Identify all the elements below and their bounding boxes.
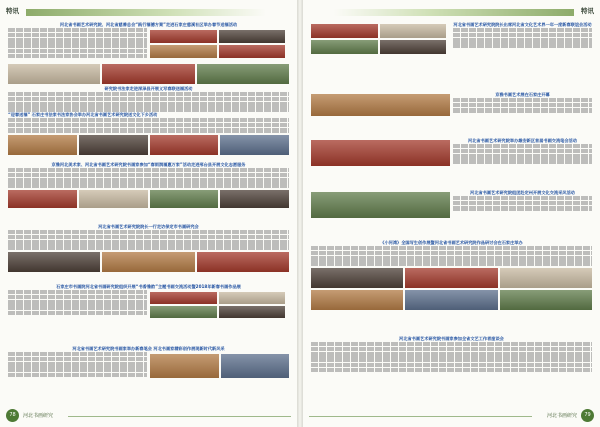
photo-row bbox=[8, 190, 289, 208]
photo bbox=[150, 292, 217, 304]
left-page bbox=[0, 0, 297, 427]
article-body bbox=[311, 246, 592, 266]
photo bbox=[311, 290, 403, 310]
photo-grid bbox=[311, 24, 450, 54]
photo bbox=[150, 135, 219, 155]
article-body bbox=[8, 230, 289, 250]
article bbox=[311, 190, 592, 220]
left-header bbox=[6, 6, 291, 19]
photo bbox=[8, 135, 77, 155]
article-title: 河北省书画艺术研究院组团赴定州开展文化交流采风活动 bbox=[470, 190, 575, 195]
photo bbox=[380, 40, 447, 54]
article-title: 河北省书画艺术研究院院长一行走访保定市书画研究会 bbox=[98, 224, 199, 229]
header-bar bbox=[334, 9, 574, 16]
photo-row bbox=[311, 192, 450, 218]
article-body bbox=[8, 28, 147, 60]
photo bbox=[500, 290, 592, 310]
article-body bbox=[453, 28, 592, 48]
footer-rule bbox=[309, 416, 532, 417]
photo bbox=[405, 290, 497, 310]
article bbox=[311, 22, 592, 56]
photo-row bbox=[150, 354, 289, 378]
magazine-name: 河北书画研究 bbox=[546, 413, 577, 419]
photo-row bbox=[311, 140, 450, 166]
left-footer bbox=[6, 409, 291, 423]
article-title: 石家庄市书画院河北省书画研究院组织开展“书香雅韵”主题书画交流活动暨2018年新春书画作品展 bbox=[56, 284, 241, 289]
article-title: “迎春送福” 石家庄书法家书法家协会举办河北省书画艺术研究院送文化下乡活动 bbox=[8, 112, 158, 117]
page-number: 79 bbox=[581, 409, 594, 422]
article bbox=[8, 224, 289, 274]
photo bbox=[500, 268, 592, 288]
photo-row bbox=[311, 268, 592, 288]
article bbox=[8, 112, 289, 157]
photo bbox=[102, 64, 194, 84]
photo bbox=[8, 64, 100, 84]
photo bbox=[380, 24, 447, 38]
photo-row bbox=[311, 94, 450, 116]
right-footer bbox=[309, 409, 594, 423]
article bbox=[8, 284, 289, 320]
article-title: 京雅河北美术家、河北省书画艺术研究院书画家参加“春雨润福惠万家”活动走进邢台县开展文化志愿服务 bbox=[51, 162, 246, 167]
magazine-name: 河北书画研究 bbox=[23, 413, 54, 419]
article bbox=[311, 138, 592, 168]
photo bbox=[8, 252, 100, 272]
article-title: 京雅书画艺术展在石家庄开幕 bbox=[495, 92, 550, 97]
article-body bbox=[8, 352, 147, 380]
article-title: 河北省书画艺术研究院院长出席河北省文化艺术界一年一度新春联谊会活动 bbox=[453, 22, 592, 27]
photo bbox=[102, 252, 194, 272]
section-label: 特讯 bbox=[6, 7, 19, 15]
photo bbox=[311, 192, 450, 218]
footer-rule bbox=[68, 416, 291, 417]
article bbox=[8, 346, 289, 380]
photo bbox=[79, 190, 148, 208]
article bbox=[8, 162, 289, 210]
photo bbox=[150, 45, 217, 58]
photo-row bbox=[311, 290, 592, 310]
article-body bbox=[453, 196, 592, 211]
article-title: 河北省书画艺术研究院举办雄安新区首届书画交流笔会活动 bbox=[468, 138, 577, 143]
article-body bbox=[453, 144, 592, 164]
article bbox=[311, 240, 592, 312]
photo bbox=[150, 190, 219, 208]
article-title: 《小河湾》全国写生创作展暨河北省书画艺术研究院作品研讨会在石家庄举办 bbox=[380, 240, 523, 245]
photo bbox=[150, 30, 217, 43]
photo-grid bbox=[150, 292, 289, 318]
article-body bbox=[8, 168, 289, 188]
right-page bbox=[303, 0, 600, 427]
photo bbox=[219, 45, 286, 58]
photo bbox=[219, 292, 286, 304]
article bbox=[311, 336, 592, 373]
header-bar bbox=[26, 9, 266, 16]
photo-row bbox=[8, 135, 289, 155]
article-body bbox=[8, 92, 289, 112]
photo bbox=[79, 135, 148, 155]
photo bbox=[220, 135, 289, 155]
right-header bbox=[309, 6, 594, 19]
photo bbox=[311, 268, 403, 288]
photo bbox=[150, 354, 219, 378]
photo bbox=[150, 306, 217, 318]
photo bbox=[405, 268, 497, 288]
photo bbox=[311, 94, 450, 116]
article-body bbox=[8, 290, 147, 320]
photo bbox=[221, 354, 290, 378]
photo bbox=[197, 64, 289, 84]
photo bbox=[219, 306, 286, 318]
article-title: 河北省书画艺术研究院书画家参加全省文艺工作者座谈会 bbox=[399, 336, 504, 341]
photo bbox=[311, 140, 450, 166]
article bbox=[8, 22, 289, 60]
article bbox=[8, 62, 289, 113]
photo bbox=[197, 252, 289, 272]
photo bbox=[220, 190, 289, 208]
photo-row bbox=[8, 64, 289, 84]
article-title: 河北省书画艺术研究院书画家举办新春笔会 河北书画家精彩创作展现新时代新风采 bbox=[72, 346, 225, 351]
article-title: 河北省书画艺术研究院、河北省慈善总会“践行福德方案”走进石家庄慈溪社区举办春节送福活动 bbox=[59, 22, 238, 27]
article-body bbox=[453, 98, 592, 113]
page-number: 78 bbox=[6, 409, 19, 422]
photo-row bbox=[8, 252, 289, 272]
photo-grid bbox=[150, 30, 289, 58]
article-body bbox=[311, 342, 592, 373]
article bbox=[311, 92, 592, 118]
article-body bbox=[8, 118, 289, 133]
photo bbox=[219, 30, 286, 43]
article-title: 研究院书法家走进深泽县开展义写春联送福活动 bbox=[104, 86, 193, 91]
photo bbox=[311, 24, 378, 38]
section-label: 特讯 bbox=[581, 7, 594, 15]
photo bbox=[8, 190, 77, 208]
photo bbox=[311, 40, 378, 54]
